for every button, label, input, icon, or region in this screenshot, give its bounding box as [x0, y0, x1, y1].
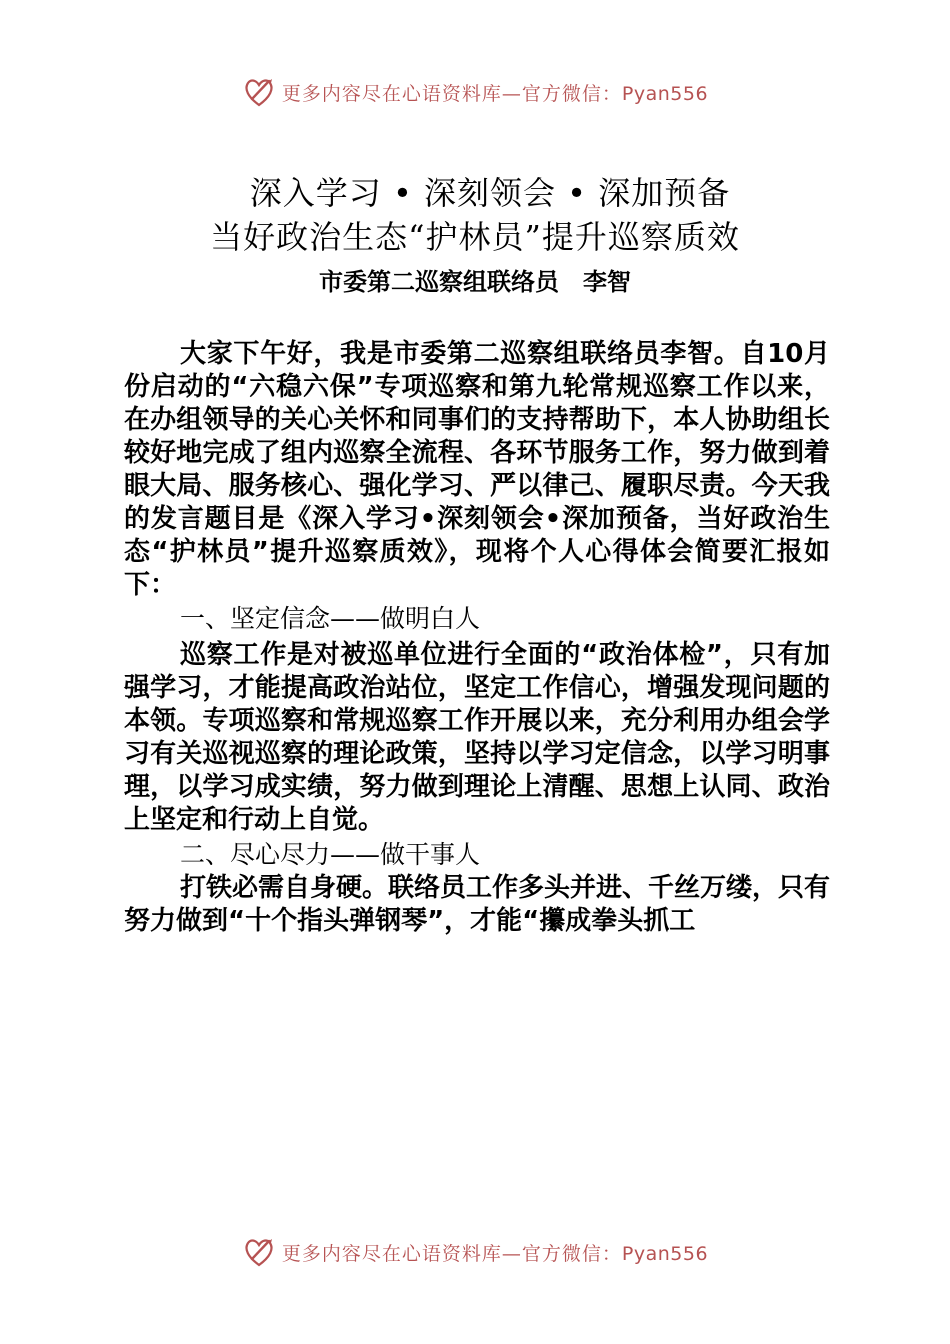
paragraph-section-2: 打铁必需自身硬。联络员工作多头并进、千丝万缕，只有努力做到“十个指头弹钢琴”，才能“攥成拳头抓工	[124, 873, 831, 936]
heart-pen-logo-icon	[242, 75, 276, 109]
heart-pen-logo-icon	[242, 1235, 276, 1269]
document-byline: 市委第二巡察组联络员 李智	[319, 268, 631, 296]
paragraph-intro: 大家下午好，我是市委第二巡察组联络员李智。自10月份启动的“六稳六保”专项巡察和第九轮常规巡察工作以来，在办组领导的关心关怀和同事们的支持帮助下，本人协助组长较好地完成了组内巡察全流程、各环节服务工作，努力做到着眼大局、服务核心、强化学习、严以律己、履职尽责。今天我的发言题目是《深入学习•深刻领会•深加预备，当好政治生态“护林员”提升巡察质效》，现将个人心得体会简要汇报如下：	[124, 339, 830, 600]
watermark-header	[0, 72, 950, 112]
document-title-line2: 当好政治生态“护林员”提升巡察质效	[210, 218, 740, 256]
document-title-line1: 深入学习 • 深刻领会 • 深加预备	[249, 174, 731, 212]
watermark-text: 更多内容尽在心语资料库—官方微信：Pyan556	[281, 82, 709, 105]
section-heading-1: 一、坚定信念——做明白人	[180, 604, 481, 633]
watermark-footer	[0, 1232, 950, 1272]
section-heading-2: 二、尽心尽力——做干事人	[180, 840, 481, 869]
watermark-text: 更多内容尽在心语资料库—官方微信：Pyan556	[281, 1242, 709, 1265]
paragraph-section-1: 巡察工作是对被巡单位进行全面的“政治体检”，只有加强学习，才能提高政治站位，坚定工作信心，增强发现问题的本领。专项巡察和常规巡察工作开展以来，充分利用办组会学习有关巡视巡察的理论政策，坚持以学习定信念，以学习明事理，以学习成实绩，努力做到理论上清醒、思想上认同、政治上坚定和行动上自觉。	[124, 640, 830, 835]
